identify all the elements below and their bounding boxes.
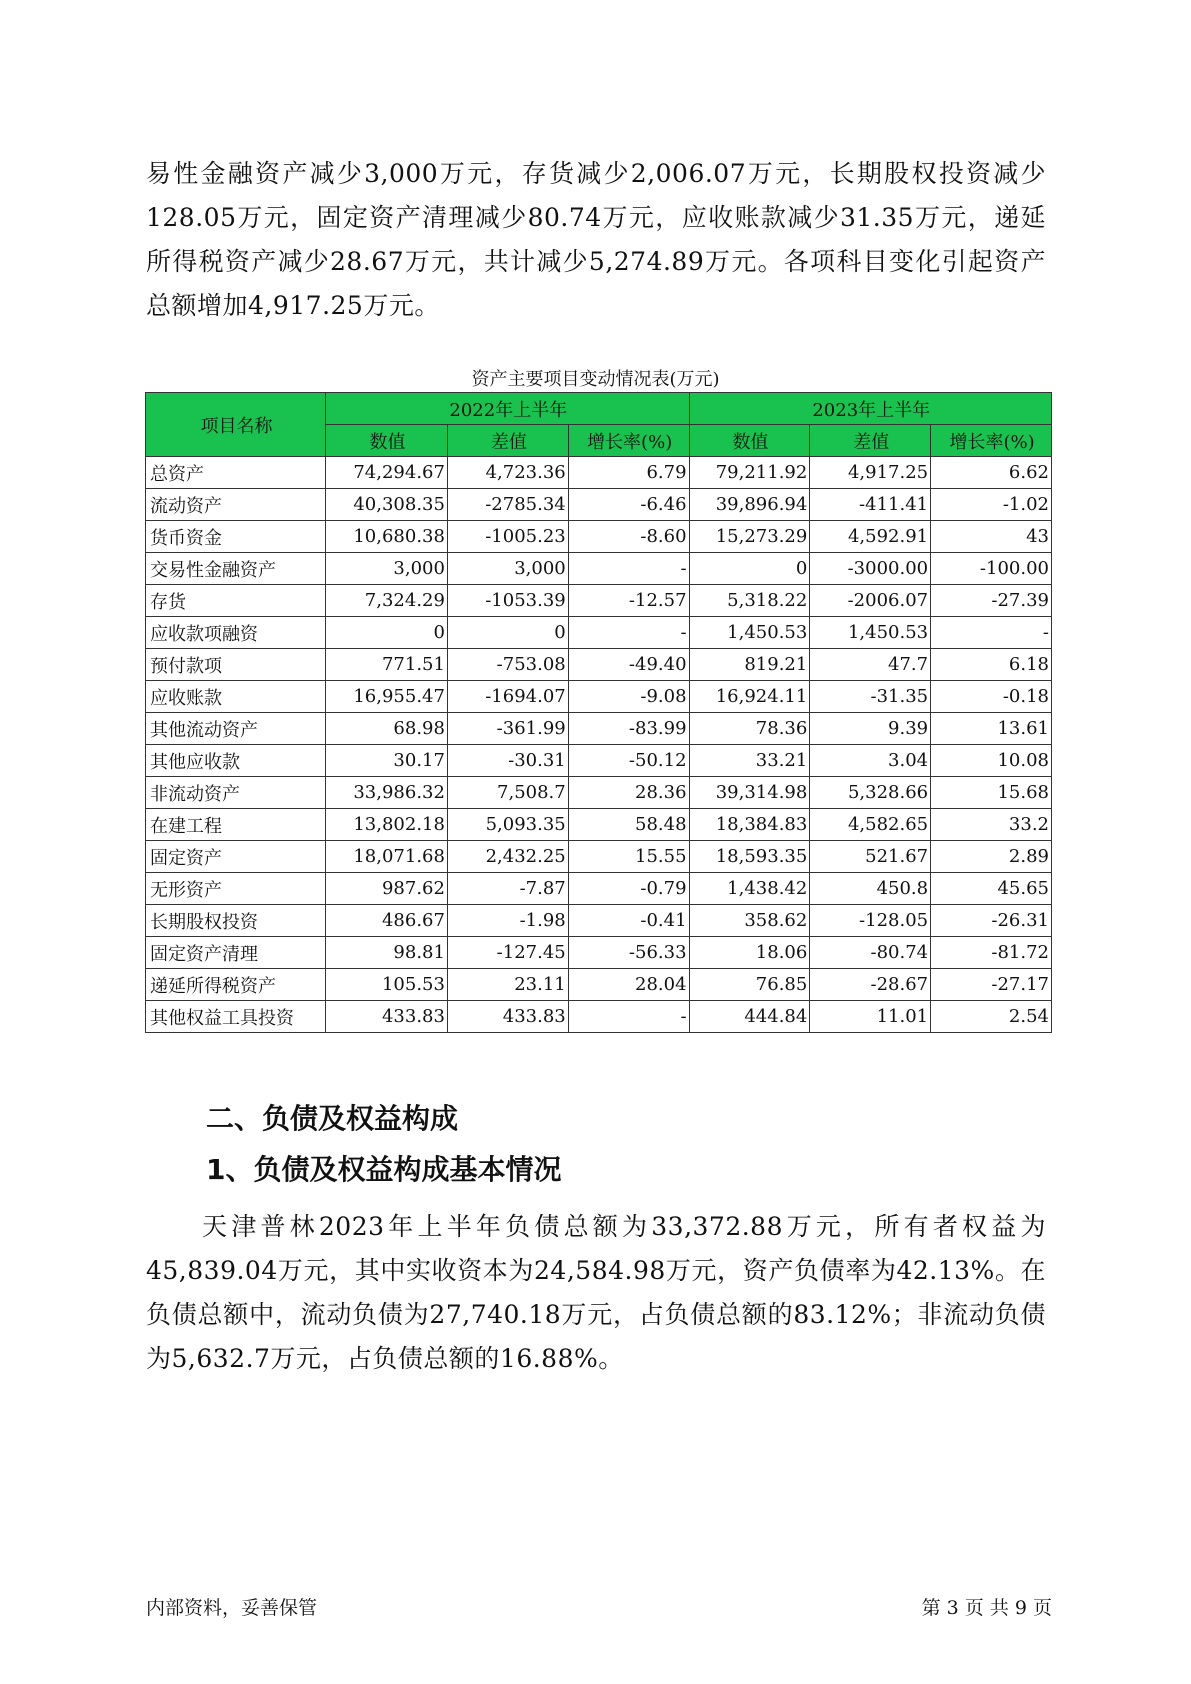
cell-diff-2023: -80.74 [810, 937, 931, 969]
cell-rate-2023: 33.2 [931, 809, 1052, 841]
cell-diff-2022: 2,432.25 [447, 841, 568, 873]
cell-rate-2023: 2.54 [931, 1001, 1052, 1033]
table-row [146, 873, 1052, 905]
cell-item-name: 应收账款 [146, 681, 326, 713]
footer-confidential-note: 内部资料，妥善保管 [146, 1597, 318, 1619]
cell-value-2023: 18.06 [689, 937, 810, 969]
cell-value-2023: 33.21 [689, 745, 810, 777]
cell-value-2023: 39,896.94 [689, 489, 810, 521]
cell-diff-2023: 450.8 [810, 873, 931, 905]
table-row [146, 489, 1052, 521]
cell-rate-2023: 10.08 [931, 745, 1052, 777]
section-heading: 二、负债及权益构成 [206, 1102, 459, 1135]
cell-rate-2022: -83.99 [568, 713, 689, 745]
cell-diff-2023: 4,592.91 [810, 521, 931, 553]
intro-paragraph: 易性金融资产减少3,000万元，存货减少2,006.07万元，长期股权投资减少128.05万元，固定资产清理减少80.74万元，应收账款减少31.35万元，递延所得税资产减少28.67万元，共计减少5,274.89万元。各项科目变化引起资产总额增加4,917.25万元。 [146, 159, 1046, 320]
cell-rate-2023: 43 [931, 521, 1052, 553]
cell-diff-2023: -2006.07 [810, 585, 931, 617]
cell-diff-2022: -7.87 [447, 873, 568, 905]
cell-rate-2023: 13.61 [931, 713, 1052, 745]
cell-value-2023: 1,450.53 [689, 617, 810, 649]
cell-diff-2023: -411.41 [810, 489, 931, 521]
cell-value-2023: 18,593.35 [689, 841, 810, 873]
cell-value-2022: 0 [326, 617, 448, 649]
subsection-heading: 1、负债及权益构成基本情况 [206, 1153, 562, 1186]
cell-item-name: 无形资产 [146, 873, 326, 905]
cell-rate-2023: -0.18 [931, 681, 1052, 713]
cell-rate-2022: - [568, 553, 689, 585]
summary-paragraph: 天津普林2023年上半年负债总额为33,372.88万元，所有者权益为45,839.04万元，其中实收资本为24,584.98万元，资产负债率为42.13%。在负债总额中，流动负债为27,740.18万元，占负债总额的83.12%；非流动负债为5,632.7万元，占负债总额的16.88%。 [146, 1212, 1046, 1373]
cell-rate-2022: -8.60 [568, 521, 689, 553]
cell-value-2022: 68.98 [326, 713, 448, 745]
cell-diff-2022: 7,508.7 [447, 777, 568, 809]
cell-diff-2022: 5,093.35 [447, 809, 568, 841]
footer-page-number: 第 3 页 共 9 页 [921, 1597, 1052, 1619]
cell-rate-2023: 2.89 [931, 841, 1052, 873]
cell-rate-2023: -81.72 [931, 937, 1052, 969]
table-row [146, 969, 1052, 1001]
cell-value-2023: 1,438.42 [689, 873, 810, 905]
cell-value-2023: 444.84 [689, 1001, 810, 1033]
cell-diff-2022: 3,000 [447, 553, 568, 585]
table-row [146, 841, 1052, 873]
header-value-2022: 数值 [326, 425, 448, 457]
cell-rate-2023: -1.02 [931, 489, 1052, 521]
table-row [146, 553, 1052, 585]
cell-item-name: 其他权益工具投资 [146, 1001, 326, 1033]
cell-item-name: 货币资金 [146, 521, 326, 553]
table-row [146, 521, 1052, 553]
cell-rate-2023: -27.17 [931, 969, 1052, 1001]
cell-diff-2023: 521.67 [810, 841, 931, 873]
header-rate-2022: 增长率(%) [568, 425, 689, 457]
cell-rate-2022: -12.57 [568, 585, 689, 617]
cell-diff-2023: 47.7 [810, 649, 931, 681]
cell-value-2023: 39,314.98 [689, 777, 810, 809]
cell-item-name: 在建工程 [146, 809, 326, 841]
cell-rate-2022: -9.08 [568, 681, 689, 713]
cell-diff-2022: -753.08 [447, 649, 568, 681]
cell-rate-2022: 15.55 [568, 841, 689, 873]
cell-item-name: 流动资产 [146, 489, 326, 521]
table-row [146, 713, 1052, 745]
cell-item-name: 总资产 [146, 457, 326, 489]
cell-value-2022: 16,955.47 [326, 681, 448, 713]
cell-value-2022: 13,802.18 [326, 809, 448, 841]
cell-diff-2022: -1005.23 [447, 521, 568, 553]
asset-change-table [145, 392, 1052, 1033]
cell-value-2023: 358.62 [689, 905, 810, 937]
cell-item-name: 预付款项 [146, 649, 326, 681]
cell-diff-2023: 4,917.25 [810, 457, 931, 489]
cell-item-name: 其他应收款 [146, 745, 326, 777]
cell-item-name: 应收款项融资 [146, 617, 326, 649]
header-item-name: 项目名称 [146, 393, 326, 457]
cell-value-2023: 76.85 [689, 969, 810, 1001]
table-row [146, 777, 1052, 809]
cell-value-2023: 0 [689, 553, 810, 585]
cell-rate-2022: 6.79 [568, 457, 689, 489]
table-caption: 资产主要项目变动情况表(万元) [471, 369, 720, 390]
cell-rate-2023: -100.00 [931, 553, 1052, 585]
cell-diff-2023: 5,328.66 [810, 777, 931, 809]
cell-value-2023: 819.21 [689, 649, 810, 681]
cell-diff-2022: -1053.39 [447, 585, 568, 617]
cell-value-2022: 30.17 [326, 745, 448, 777]
cell-value-2023: 78.36 [689, 713, 810, 745]
cell-item-name: 固定资产清理 [146, 937, 326, 969]
cell-diff-2023: 1,450.53 [810, 617, 931, 649]
cell-value-2023: 79,211.92 [689, 457, 810, 489]
cell-diff-2022: -2785.34 [447, 489, 568, 521]
cell-rate-2023: - [931, 617, 1052, 649]
table-body [146, 457, 1052, 1033]
cell-rate-2022: 28.36 [568, 777, 689, 809]
cell-diff-2023: -31.35 [810, 681, 931, 713]
cell-value-2022: 3,000 [326, 553, 448, 585]
cell-value-2022: 98.81 [326, 937, 448, 969]
cell-rate-2022: - [568, 1001, 689, 1033]
cell-rate-2022: -50.12 [568, 745, 689, 777]
cell-value-2022: 7,324.29 [326, 585, 448, 617]
header-rate-2023: 增长率(%) [931, 425, 1052, 457]
cell-value-2023: 16,924.11 [689, 681, 810, 713]
cell-value-2022: 433.83 [326, 1001, 448, 1033]
table-row [146, 617, 1052, 649]
cell-value-2022: 10,680.38 [326, 521, 448, 553]
cell-diff-2022: -1694.07 [447, 681, 568, 713]
cell-item-name: 交易性金融资产 [146, 553, 326, 585]
cell-item-name: 非流动资产 [146, 777, 326, 809]
cell-diff-2023: -3000.00 [810, 553, 931, 585]
header-diff-2023: 差值 [810, 425, 931, 457]
cell-rate-2022: -0.79 [568, 873, 689, 905]
header-group-2022: 2022年上半年 [326, 393, 689, 425]
table-header-row-1 [146, 393, 1052, 425]
cell-diff-2022: -127.45 [447, 937, 568, 969]
table-row [146, 809, 1052, 841]
cell-value-2023: 15,273.29 [689, 521, 810, 553]
table-row [146, 905, 1052, 937]
table-row [146, 681, 1052, 713]
cell-item-name: 固定资产 [146, 841, 326, 873]
header-group-2023: 2023年上半年 [689, 393, 1051, 425]
table-row [146, 585, 1052, 617]
table-row [146, 937, 1052, 969]
cell-item-name: 长期股权投资 [146, 905, 326, 937]
cell-value-2022: 105.53 [326, 969, 448, 1001]
cell-value-2022: 18,071.68 [326, 841, 448, 873]
cell-value-2022: 33,986.32 [326, 777, 448, 809]
cell-rate-2023: 45.65 [931, 873, 1052, 905]
cell-rate-2022: 58.48 [568, 809, 689, 841]
header-value-2023: 数值 [689, 425, 810, 457]
cell-diff-2022: -30.31 [447, 745, 568, 777]
table-row [146, 649, 1052, 681]
cell-diff-2022: -361.99 [447, 713, 568, 745]
cell-value-2022: 771.51 [326, 649, 448, 681]
cell-item-name: 存货 [146, 585, 326, 617]
cell-rate-2023: -27.39 [931, 585, 1052, 617]
cell-rate-2023: 6.18 [931, 649, 1052, 681]
table-row [146, 745, 1052, 777]
cell-item-name: 其他流动资产 [146, 713, 326, 745]
cell-diff-2022: -1.98 [447, 905, 568, 937]
cell-item-name: 递延所得税资产 [146, 969, 326, 1001]
table-row [146, 1001, 1052, 1033]
cell-diff-2023: 11.01 [810, 1001, 931, 1033]
cell-rate-2023: 6.62 [931, 457, 1052, 489]
cell-rate-2022: -0.41 [568, 905, 689, 937]
cell-rate-2022: -56.33 [568, 937, 689, 969]
cell-diff-2022: 23.11 [447, 969, 568, 1001]
cell-rate-2022: -49.40 [568, 649, 689, 681]
cell-diff-2022: 433.83 [447, 1001, 568, 1033]
cell-diff-2022: 4,723.36 [447, 457, 568, 489]
cell-diff-2023: -28.67 [810, 969, 931, 1001]
cell-value-2023: 18,384.83 [689, 809, 810, 841]
cell-rate-2022: - [568, 617, 689, 649]
cell-rate-2023: -26.31 [931, 905, 1052, 937]
cell-diff-2023: 4,582.65 [810, 809, 931, 841]
cell-diff-2022: 0 [447, 617, 568, 649]
cell-rate-2022: 28.04 [568, 969, 689, 1001]
cell-rate-2023: 15.68 [931, 777, 1052, 809]
cell-value-2022: 40,308.35 [326, 489, 448, 521]
cell-value-2023: 5,318.22 [689, 585, 810, 617]
table-row [146, 457, 1052, 489]
cell-value-2022: 74,294.67 [326, 457, 448, 489]
header-diff-2022: 差值 [447, 425, 568, 457]
cell-diff-2023: 3.04 [810, 745, 931, 777]
cell-diff-2023: 9.39 [810, 713, 931, 745]
cell-rate-2022: -6.46 [568, 489, 689, 521]
cell-value-2022: 486.67 [326, 905, 448, 937]
cell-value-2022: 987.62 [326, 873, 448, 905]
cell-diff-2023: -128.05 [810, 905, 931, 937]
